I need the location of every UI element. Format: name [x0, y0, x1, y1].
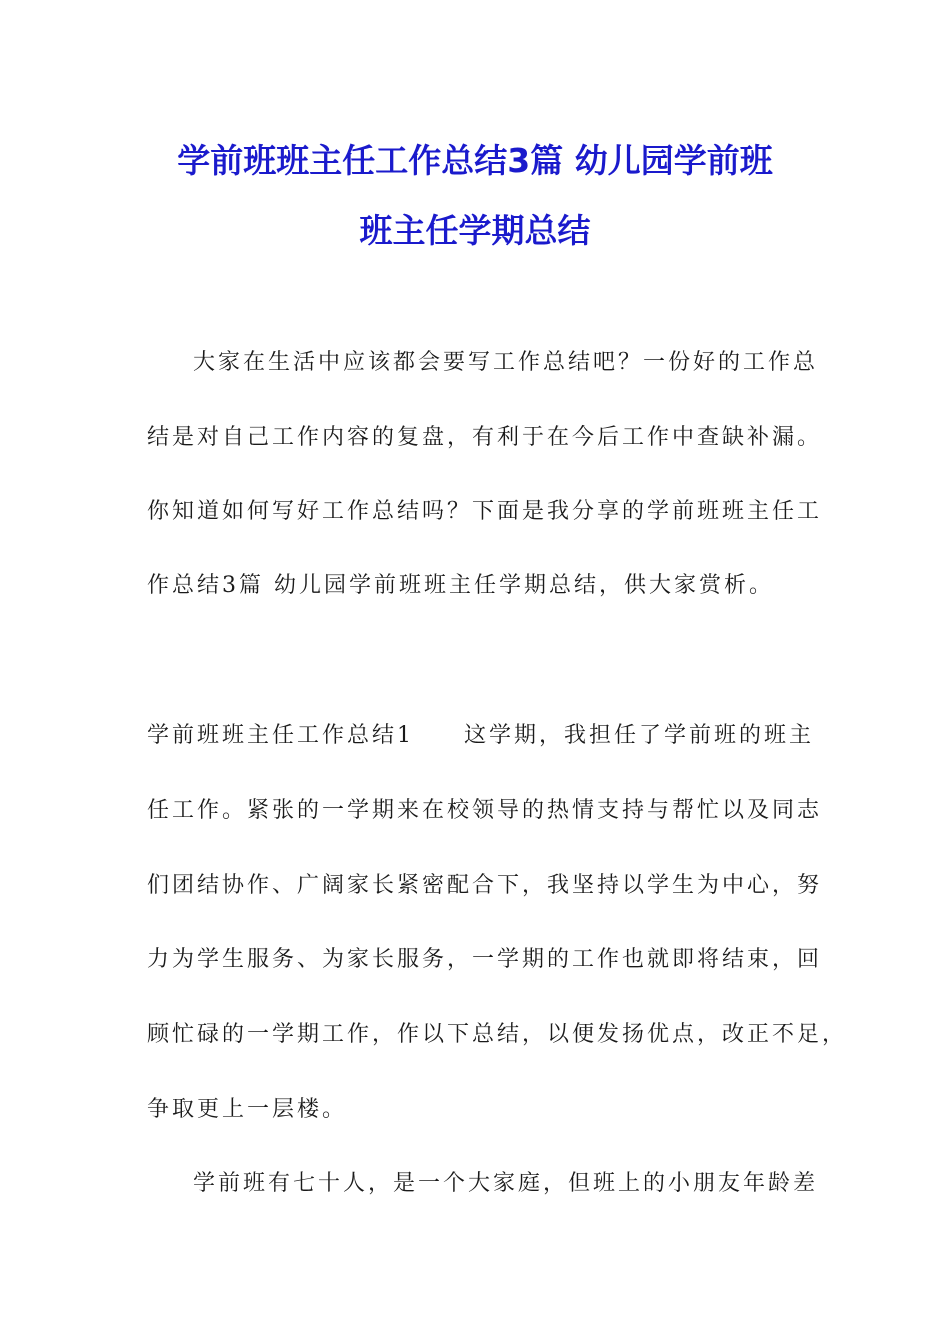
section1-line: 学前班班主任工作总结1 这学期，我担任了学前班的班主 [147, 723, 814, 748]
intro-line: 你知道如何写好工作总结吗？下面是我分享的学前班班主任工 [147, 499, 823, 524]
document-title-line-2: 班主任学期总结 [359, 211, 591, 250]
section1-line: 力为学生服务、为家长服务，一学期的工作也就即将结束，回 [147, 947, 823, 972]
document-title-line-1: 学前班班主任工作总结3篇 幼儿园学前班 [177, 141, 773, 180]
intro-line: 结是对自己工作内容的复盘，有利于在今后工作中查缺补漏。 [147, 425, 823, 450]
intro-line: 作总结3篇 幼儿园学前班班主任学期总结，供大家赏析。 [147, 573, 774, 598]
paragraph-line: 学前班有七十人，是一个大家庭，但班上的小朋友年龄差 [193, 1171, 819, 1196]
section1-line: 顾忙碌的一学期工作，作以下总结，以便发扬优点，改正不足， [147, 1022, 848, 1047]
section1-line: 争取更上一层楼。 [147, 1097, 348, 1122]
intro-line: 大家在生活中应该都会要写工作总结吧？一份好的工作总 [193, 350, 819, 375]
section1-line: 们团结协作、广阔家长紧密配合下，我坚持以学生为中心，努 [147, 873, 823, 898]
section1-line: 任工作。紧张的一学期来在校领导的热情支持与帮忙以及同志 [147, 798, 823, 823]
